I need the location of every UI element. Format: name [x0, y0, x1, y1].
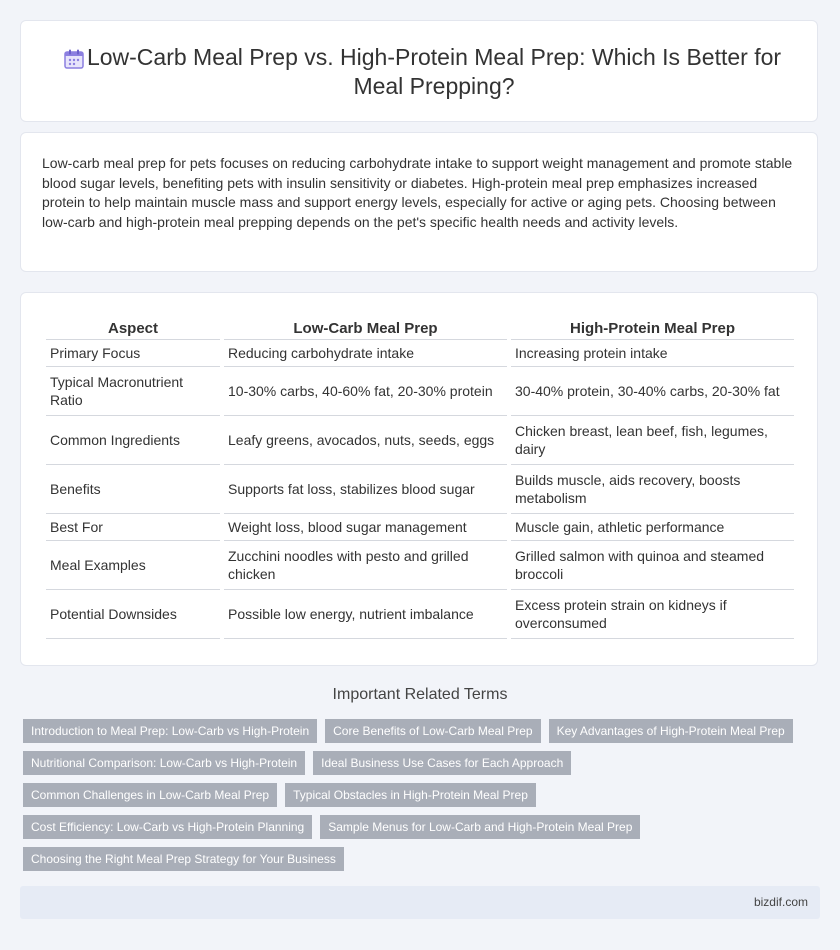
- column-header-high-protein: High-Protein Meal Prep: [511, 313, 794, 340]
- related-term-tag[interactable]: Choosing the Right Meal Prep Strategy for Your Business: [23, 847, 344, 871]
- table-row: [46, 541, 794, 590]
- table-cell: Possible low energy, nutrient imbalance: [224, 590, 507, 639]
- table-cell: Supports fat loss, stabilizes blood sugar: [224, 465, 507, 514]
- table-row: [46, 465, 794, 514]
- column-header-aspect: Aspect: [46, 313, 220, 340]
- related-term-tag[interactable]: Nutritional Comparison: Low-Carb vs High-Protein: [23, 751, 305, 775]
- table-cell: Zucchini noodles with pesto and grilled chicken: [224, 541, 507, 590]
- table-cell: Primary Focus: [46, 340, 220, 367]
- related-terms-list: [23, 719, 823, 871]
- table-cell: Excess protein strain on kidneys if overconsumed: [511, 590, 794, 639]
- table-cell: Meal Examples: [46, 541, 220, 590]
- table-cell: Best For: [46, 514, 220, 541]
- comparison-card: [20, 292, 818, 666]
- related-term-tag[interactable]: Key Advantages of High-Protein Meal Prep: [549, 719, 793, 743]
- page-title: Low-Carb Meal Prep vs. High-Protein Meal Prep: Which Is Better for Meal Prepping?: [86, 44, 782, 99]
- table-row: [46, 416, 794, 465]
- table-cell: Grilled salmon with quinoa and steamed broccoli: [511, 541, 794, 590]
- table-cell: Common Ingredients: [46, 416, 220, 465]
- table-row: [46, 340, 794, 367]
- related-terms-heading: Important Related Terms: [332, 686, 508, 703]
- footer-site-name[interactable]: bizdif.com: [753, 895, 808, 909]
- table-cell: Potential Downsides: [46, 590, 220, 639]
- table-cell: Reducing carbohydrate intake: [224, 340, 507, 367]
- related-term-tag[interactable]: Common Challenges in Low-Carb Meal Prep: [23, 783, 277, 807]
- title-card: [20, 20, 818, 122]
- table-cell: Muscle gain, athletic performance: [511, 514, 794, 541]
- table-cell: 30-40% protein, 30-40% carbs, 20-30% fat: [511, 367, 794, 416]
- intro-paragraph: Low-carb meal prep for pets focuses on reducing carbohydrate intake to support weight management and promote stable blood sugar levels, benefiting pets with insulin sensitivity or diabetes. High-protein meal prep emphasizes increased protein to help maintain muscle mass and support energy levels, especially for active or aging pets. Choosing between low-carb and high-protein meal prepping depends on the pet's specific health needs and activity levels.: [42, 155, 793, 230]
- table-row: [46, 590, 794, 639]
- footer: [20, 886, 820, 919]
- related-term-tag[interactable]: Cost Efficiency: Low-Carb vs High-Protein Planning: [23, 815, 312, 839]
- column-header-low-carb: Low-Carb Meal Prep: [224, 313, 507, 340]
- table-row: [46, 514, 794, 541]
- table-cell: Builds muscle, aids recovery, boosts metabolism: [511, 465, 794, 514]
- table-cell: Increasing protein intake: [511, 340, 794, 367]
- related-term-tag[interactable]: Sample Menus for Low-Carb and High-Protein Meal Prep: [320, 815, 640, 839]
- comparison-table: [42, 313, 798, 639]
- table-cell: Benefits: [46, 465, 220, 514]
- table-cell: 10-30% carbs, 40-60% fat, 20-30% protein: [224, 367, 507, 416]
- intro-card: [20, 132, 818, 272]
- table-row: [46, 367, 794, 416]
- table-cell: Typical Macronutrient Ratio: [46, 367, 220, 416]
- related-term-tag[interactable]: Core Benefits of Low-Carb Meal Prep: [325, 719, 540, 743]
- table-cell: Weight loss, blood sugar management: [224, 514, 507, 541]
- related-term-tag[interactable]: Ideal Business Use Cases for Each Approach: [313, 751, 571, 775]
- table-cell: Chicken breast, lean beef, fish, legumes, dairy: [511, 416, 794, 465]
- table-cell: Leafy greens, avocados, nuts, seeds, eggs: [224, 416, 507, 465]
- related-term-tag[interactable]: Introduction to Meal Prep: Low-Carb vs High-Protein: [23, 719, 317, 743]
- related-term-tag[interactable]: Typical Obstacles in High-Protein Meal Prep: [285, 783, 536, 807]
- table-header-row: [46, 313, 794, 340]
